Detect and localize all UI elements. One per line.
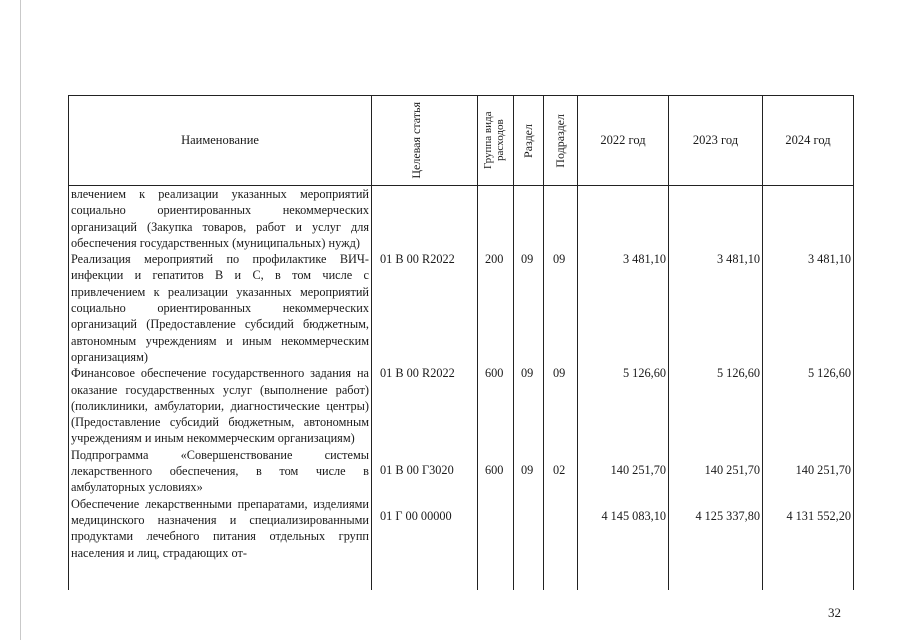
header-2022 <box>578 96 669 185</box>
row-group-2: 600 <box>485 366 504 380</box>
subsection-column <box>544 186 578 590</box>
header-subsection-label: Подраздел <box>553 113 567 168</box>
header-name <box>69 96 372 185</box>
row-name-3: Финансовое обеспечение государственного задания на оказание государственных услуг (выполнение работ) (поликлиники, амбулатории, диагностические центры) (Предоставление субсидий бюджетным, автономным учреждениям и иным некоммерческим организациям) <box>71 366 369 446</box>
row-2022-1: 3 481,10 <box>622 252 666 266</box>
row-group-1: 200 <box>485 252 504 266</box>
row-group-3: 600 <box>485 463 504 477</box>
row-subsection-2: 09 <box>553 366 566 380</box>
y2024-column <box>763 186 853 590</box>
group-column <box>478 186 514 590</box>
row-target-1: 01 В 00 R2022 <box>380 252 455 266</box>
table-header <box>69 96 853 186</box>
row-2022-4: 4 145 083,10 <box>601 509 666 523</box>
row-name-2: Реализация мероприятий по профилактике ВИЧ-инфекции и гепатитов В и С, в том числе с привлечением к реализации указанных мероприятий социально ориентированных некоммерческих организаций (Предоставление субсидий бюджетным, автономным учреждениям и иным некоммерческим организациям) <box>71 252 369 364</box>
header-name-label: Наименование <box>181 133 259 147</box>
row-target-3: 01 В 00 Г3020 <box>380 463 454 477</box>
y2022-column <box>578 186 669 590</box>
row-2024-1: 3 481,10 <box>807 252 851 266</box>
y2023-column <box>669 186 763 590</box>
row-2022-2: 5 126,60 <box>622 366 666 380</box>
row-subsection-3: 02 <box>553 463 566 477</box>
row-2024-3: 140 251,70 <box>795 463 851 477</box>
header-2024-label: 2024 год <box>785 133 831 147</box>
section-column <box>514 186 544 590</box>
header-group <box>478 96 514 185</box>
budget-table <box>68 95 854 590</box>
header-section-label: Раздел <box>521 123 535 158</box>
target-column <box>372 186 478 590</box>
row-2023-2: 5 126,60 <box>716 366 760 380</box>
row-2023-1: 3 481,10 <box>716 252 760 266</box>
header-2022-label: 2022 год <box>600 133 646 147</box>
header-target <box>372 96 478 185</box>
binder-margin-line <box>20 0 21 640</box>
row-2023-4: 4 125 337,80 <box>695 509 760 523</box>
row-name-5: Обеспечение лекарственными препаратами, изделиями медицинского назначения и специализированными продуктами лечебного питания отдельных групп населения и лиц, страдающих от- <box>71 496 369 560</box>
header-2024 <box>763 96 853 185</box>
row-name-4: Подпрограмма «Совершенствование системы лекарственного обеспечения, в том числе в амбулаторных условиях» <box>71 447 369 495</box>
row-subsection-1: 09 <box>553 252 566 266</box>
table-body <box>69 186 853 590</box>
row-target-4: 01 Г 00 00000 <box>380 509 452 523</box>
header-2023-label: 2023 год <box>692 133 739 147</box>
row-2022-3: 140 251,70 <box>610 463 666 477</box>
name-column <box>69 186 372 590</box>
row-2024-2: 5 126,60 <box>807 366 851 380</box>
page-number: 32 <box>828 605 841 620</box>
header-target-label: Целевая статья <box>408 102 423 179</box>
header-subsection <box>544 96 578 185</box>
row-2024-4: 4 131 552,20 <box>786 509 851 523</box>
header-2023 <box>669 96 763 185</box>
row-section-2: 09 <box>521 366 534 380</box>
row-section-1: 09 <box>521 252 534 266</box>
row-name-1: влечением к реализации указанных мероприятий социально ориентированных некоммерческих организаций (Закупка товаров, работ и услуг для обеспечения государственных (муниципальных) нужд) <box>71 187 369 250</box>
header-group-label: Группа вида расходов <box>481 111 506 170</box>
row-2023-3: 140 251,70 <box>704 463 760 477</box>
row-target-2: 01 В 00 R2022 <box>380 366 455 380</box>
header-section <box>514 96 544 185</box>
row-section-3: 09 <box>521 463 534 477</box>
